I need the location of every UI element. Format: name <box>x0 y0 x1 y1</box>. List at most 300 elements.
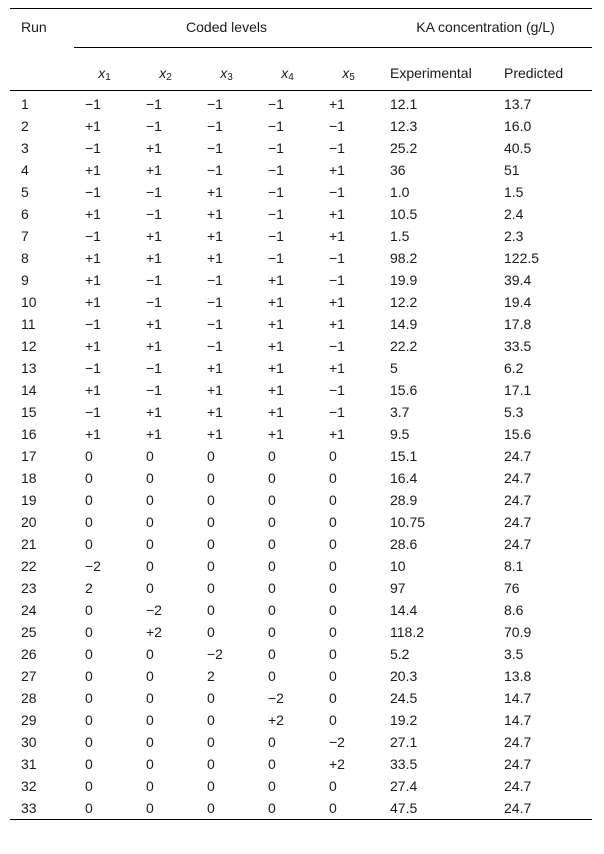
table-row <box>10 423 592 445</box>
table-row <box>10 115 592 137</box>
cell-run: 18 <box>21 470 37 486</box>
cell-x4: 0 <box>268 448 276 464</box>
cell-x5: +1 <box>329 162 345 178</box>
table-row <box>10 577 592 599</box>
cell-x1: +1 <box>85 426 101 442</box>
cell-x1: 0 <box>85 690 93 706</box>
cell-x4: 0 <box>268 668 276 684</box>
cell-x4: −1 <box>268 206 284 222</box>
table-row <box>10 621 592 643</box>
cell-predicted: 76 <box>504 580 520 596</box>
cell-experimental: 28.6 <box>390 536 418 552</box>
cell-predicted: 122.5 <box>504 250 540 266</box>
cell-experimental: 33.5 <box>390 756 418 772</box>
cell-experimental: 47.5 <box>390 800 418 816</box>
cell-predicted: 24.7 <box>504 756 532 772</box>
cell-run: 5 <box>21 184 29 200</box>
cell-x3: 0 <box>207 602 215 618</box>
cell-x4: −1 <box>268 118 284 134</box>
cell-x1: 0 <box>85 668 93 684</box>
cell-x2: 0 <box>146 800 154 816</box>
cell-x4: −1 <box>268 228 284 244</box>
table-body <box>10 91 592 820</box>
cell-run: 27 <box>21 668 37 684</box>
table-row <box>10 225 592 247</box>
cell-predicted: 16.0 <box>504 118 532 134</box>
cell-x1: +1 <box>85 272 101 288</box>
cell-x3: +1 <box>207 184 223 200</box>
cell-run: 8 <box>21 250 29 266</box>
cell-experimental: 25.2 <box>390 140 418 156</box>
cell-x4: −1 <box>268 96 284 112</box>
table-row <box>10 335 592 357</box>
cell-x5: −2 <box>329 734 345 750</box>
cell-run: 4 <box>21 162 29 178</box>
cell-run: 6 <box>21 206 29 222</box>
cell-run: 12 <box>21 338 37 354</box>
cell-experimental: 14.4 <box>390 602 418 618</box>
table-row <box>10 599 592 621</box>
cell-experimental: 5.2 <box>390 646 410 662</box>
cell-x5: +1 <box>329 206 345 222</box>
cell-x5: +1 <box>329 316 345 332</box>
cell-predicted: 24.7 <box>504 492 532 508</box>
cell-run: 28 <box>21 690 37 706</box>
table-row <box>10 291 592 313</box>
cell-experimental: 19.9 <box>390 272 418 288</box>
cell-experimental: 12.2 <box>390 294 418 310</box>
cell-x4: +1 <box>268 360 284 376</box>
cell-x1: +1 <box>85 382 101 398</box>
cell-predicted: 3.5 <box>504 646 524 662</box>
cell-x1: 2 <box>85 580 93 596</box>
cell-x2: −1 <box>146 96 162 112</box>
cell-x5: 0 <box>329 690 337 706</box>
cell-x3: −1 <box>207 294 223 310</box>
cell-x2: 0 <box>146 668 154 684</box>
cell-x4: +1 <box>268 272 284 288</box>
cell-x5: 0 <box>329 778 337 794</box>
cell-x5: −1 <box>329 118 345 134</box>
table-row <box>10 269 592 291</box>
cell-x3: 0 <box>207 756 215 772</box>
cell-x5: 0 <box>329 712 337 728</box>
cell-x3: −1 <box>207 316 223 332</box>
table-row <box>10 533 592 555</box>
cell-x5: +1 <box>329 228 345 244</box>
cell-x1: +1 <box>85 250 101 266</box>
cell-x5: 0 <box>329 514 337 530</box>
table-row <box>10 181 592 203</box>
cell-predicted: 33.5 <box>504 338 532 354</box>
cell-experimental: 98.2 <box>390 250 418 266</box>
cell-run: 31 <box>21 756 37 772</box>
table-row <box>10 247 592 269</box>
cell-predicted: 13.7 <box>504 96 532 112</box>
table-row <box>10 731 592 753</box>
cell-x4: 0 <box>268 734 276 750</box>
cell-x2: 0 <box>146 778 154 794</box>
cell-x4: −1 <box>268 184 284 200</box>
cell-x2: +1 <box>146 228 162 244</box>
cell-x5: +1 <box>329 96 345 112</box>
cell-x5: 0 <box>329 536 337 552</box>
table-row <box>10 797 592 820</box>
design-table <box>10 8 592 820</box>
cell-x3: −1 <box>207 338 223 354</box>
cell-x5: 0 <box>329 602 337 618</box>
cell-run: 7 <box>21 228 29 244</box>
x1-header: $x_1$ <box>98 65 111 83</box>
cell-predicted: 8.6 <box>504 602 524 618</box>
cell-experimental: 97 <box>390 580 406 596</box>
cell-x3: 0 <box>207 536 215 552</box>
cell-run: 19 <box>21 492 37 508</box>
cell-experimental: 36 <box>390 162 406 178</box>
cell-x3: −1 <box>207 162 223 178</box>
cell-x5: +1 <box>329 294 345 310</box>
cell-x4: 0 <box>268 602 276 618</box>
cell-x4: −1 <box>268 250 284 266</box>
cell-experimental: 10.75 <box>390 514 426 530</box>
table-row <box>10 313 592 335</box>
cell-run: 24 <box>21 602 37 618</box>
cell-x2: 0 <box>146 734 154 750</box>
cell-x4: 0 <box>268 514 276 530</box>
cell-x2: 0 <box>146 536 154 552</box>
cell-x3: −1 <box>207 96 223 112</box>
header-row-2 <box>10 56 592 91</box>
cell-x3: 0 <box>207 690 215 706</box>
cell-run: 23 <box>21 580 37 596</box>
cell-run: 32 <box>21 778 37 794</box>
coded-levels-header <box>74 9 379 57</box>
cell-x3: +1 <box>207 250 223 266</box>
cell-x1: 0 <box>85 536 93 552</box>
cell-x1: +1 <box>85 294 101 310</box>
cell-x5: 0 <box>329 646 337 662</box>
cell-x2: −2 <box>146 602 162 618</box>
cell-x3: 0 <box>207 778 215 794</box>
cell-x5: +1 <box>329 426 345 442</box>
cell-x3: −1 <box>207 272 223 288</box>
cell-predicted: 24.7 <box>504 448 532 464</box>
cell-x4: 0 <box>268 492 276 508</box>
cell-run: 16 <box>21 426 37 442</box>
cell-experimental: 15.1 <box>390 448 418 464</box>
table-row <box>10 709 592 731</box>
cell-run: 3 <box>21 140 29 156</box>
cell-experimental: 9.5 <box>390 426 410 442</box>
cell-x2: −1 <box>146 360 162 376</box>
cell-x1: +1 <box>85 338 101 354</box>
cell-x2: 0 <box>146 580 154 596</box>
cell-x1: 0 <box>85 470 93 486</box>
table-row <box>10 203 592 225</box>
ka-concentration-header <box>379 9 592 57</box>
cell-predicted: 17.8 <box>504 316 532 332</box>
x5-header: $x_5$ <box>342 65 355 83</box>
cell-x5: 0 <box>329 558 337 574</box>
cell-experimental: 12.1 <box>390 96 418 112</box>
cell-run: 29 <box>21 712 37 728</box>
cell-predicted: 17.1 <box>504 382 532 398</box>
cell-experimental: 10.5 <box>390 206 418 222</box>
cell-experimental: 27.4 <box>390 778 418 794</box>
table-row <box>10 159 592 181</box>
cell-x1: +1 <box>85 206 101 222</box>
coded-levels-label: Coded levels <box>186 19 267 35</box>
cell-x3: +1 <box>207 360 223 376</box>
cell-x5: −1 <box>329 272 345 288</box>
cell-x5: 0 <box>329 800 337 816</box>
cell-x1: 0 <box>85 778 93 794</box>
cell-x2: +1 <box>146 250 162 266</box>
cell-experimental: 15.6 <box>390 382 418 398</box>
cell-experimental: 118.2 <box>390 624 424 640</box>
cell-x4: +1 <box>268 426 284 442</box>
cell-predicted: 5.3 <box>504 404 524 420</box>
cell-run: 15 <box>21 404 37 420</box>
cell-predicted: 13.8 <box>504 668 532 684</box>
cell-x2: 0 <box>146 448 154 464</box>
predicted-header: Predicted <box>504 65 564 81</box>
cell-x4: 0 <box>268 624 276 640</box>
cell-x3: 2 <box>207 668 215 684</box>
cell-x3: 0 <box>207 734 215 750</box>
cell-predicted: 19.4 <box>504 294 532 310</box>
table-row <box>10 753 592 775</box>
cell-x2: 0 <box>146 514 154 530</box>
table-row <box>10 137 592 159</box>
cell-x2: +1 <box>146 338 162 354</box>
cell-x3: 0 <box>207 492 215 508</box>
cell-experimental: 16.4 <box>390 470 418 486</box>
cell-predicted: 2.4 <box>504 206 524 222</box>
table-row <box>10 357 592 379</box>
cell-x1: 0 <box>85 646 93 662</box>
cell-predicted: 6.2 <box>504 360 524 376</box>
cell-x1: −1 <box>85 404 101 420</box>
cell-x1: −1 <box>85 96 101 112</box>
cell-x2: +1 <box>146 162 162 178</box>
cell-x4: 0 <box>268 580 276 596</box>
cell-experimental: 1.5 <box>390 228 410 244</box>
cell-x3: +1 <box>207 382 223 398</box>
cell-experimental: 12.3 <box>390 118 418 134</box>
cell-run: 20 <box>21 514 37 530</box>
ka-concentration-rule <box>379 47 592 48</box>
cell-run: 22 <box>21 558 37 574</box>
cell-experimental: 24.5 <box>390 690 418 706</box>
cell-x4: 0 <box>268 800 276 816</box>
cell-x2: +1 <box>146 404 162 420</box>
cell-x2: 0 <box>146 756 154 772</box>
cell-x1: 0 <box>85 492 93 508</box>
cell-x2: +1 <box>146 140 162 156</box>
cell-x4: −1 <box>268 140 284 156</box>
table-row <box>10 555 592 577</box>
cell-x3: −2 <box>207 646 223 662</box>
cell-x3: +1 <box>207 206 223 222</box>
cell-x2: −1 <box>146 382 162 398</box>
table-row <box>10 687 592 709</box>
cell-x2: 0 <box>146 470 154 486</box>
table-row <box>10 379 592 401</box>
run-subheader <box>10 56 74 91</box>
cell-x5: −1 <box>329 338 345 354</box>
cell-run: 1 <box>21 96 29 112</box>
table-row <box>10 775 592 797</box>
cell-x3: 0 <box>207 514 215 530</box>
cell-x4: +1 <box>268 316 284 332</box>
cell-x5: 0 <box>329 624 337 640</box>
cell-run: 11 <box>21 316 36 332</box>
cell-x2: −1 <box>146 206 162 222</box>
cell-predicted: 2.3 <box>504 228 524 244</box>
cell-x5: −1 <box>329 250 345 266</box>
x4-header: $x_4$ <box>281 65 294 83</box>
header-row-1 <box>10 9 592 57</box>
cell-predicted: 8.1 <box>504 558 524 574</box>
cell-x1: +1 <box>85 162 101 178</box>
cell-x2: 0 <box>146 558 154 574</box>
cell-run: 10 <box>21 294 37 310</box>
cell-experimental: 19.2 <box>390 712 418 728</box>
cell-x4: 0 <box>268 558 276 574</box>
cell-x4: +1 <box>268 338 284 354</box>
cell-x2: −1 <box>146 272 162 288</box>
cell-predicted: 39.4 <box>504 272 532 288</box>
cell-x3: 0 <box>207 712 215 728</box>
coded-levels-rule <box>74 47 379 48</box>
cell-x1: 0 <box>85 800 93 816</box>
cell-x5: 0 <box>329 668 337 684</box>
cell-x5: +1 <box>329 360 345 376</box>
cell-x4: 0 <box>268 470 276 486</box>
cell-x1: −1 <box>85 316 101 332</box>
bottom-rule <box>10 820 592 821</box>
cell-x2: 0 <box>146 646 154 662</box>
cell-x3: −1 <box>207 118 223 134</box>
cell-x1: 0 <box>85 514 93 530</box>
cell-x3: 0 <box>207 624 215 640</box>
cell-predicted: 14.7 <box>504 690 532 706</box>
cell-predicted: 24.7 <box>504 778 532 794</box>
cell-predicted: 24.7 <box>504 470 532 486</box>
cell-experimental: 20.3 <box>390 668 418 684</box>
cell-x3: 0 <box>207 470 215 486</box>
cell-x4: 0 <box>268 646 276 662</box>
cell-x1: 0 <box>85 448 93 464</box>
cell-x5: −1 <box>329 382 345 398</box>
cell-run: 26 <box>21 646 37 662</box>
cell-run: 21 <box>21 536 37 552</box>
cell-x3: 0 <box>207 800 215 816</box>
cell-x1: 0 <box>85 712 93 728</box>
cell-experimental: 10 <box>390 558 406 574</box>
cell-x5: −1 <box>329 184 345 200</box>
cell-predicted: 24.7 <box>504 734 532 750</box>
table-row <box>10 401 592 423</box>
cell-x2: +1 <box>146 426 162 442</box>
cell-x2: +2 <box>146 624 162 640</box>
cell-experimental: 5 <box>390 360 398 376</box>
x3-header: $x_3$ <box>220 65 233 83</box>
cell-x1: −1 <box>85 184 101 200</box>
cell-x2: −1 <box>146 184 162 200</box>
cell-run: 14 <box>21 382 37 398</box>
table-row <box>10 643 592 665</box>
table-row <box>10 445 592 467</box>
cell-x1: 0 <box>85 624 93 640</box>
cell-x3: 0 <box>207 558 215 574</box>
cell-x1: 0 <box>85 734 93 750</box>
cell-x5: −1 <box>329 140 345 156</box>
run-header: Run <box>21 19 47 35</box>
cell-predicted: 24.7 <box>504 514 532 530</box>
experimental-header: Experimental <box>390 65 472 81</box>
x2-header: $x_2$ <box>159 65 172 83</box>
cell-x5: 0 <box>329 492 337 508</box>
cell-x4: 0 <box>268 778 276 794</box>
cell-x4: −1 <box>268 162 284 178</box>
cell-experimental: 14.9 <box>390 316 418 332</box>
ka-concentration-label: KA concentration (g/L) <box>416 19 555 35</box>
cell-experimental: 1.0 <box>390 184 410 200</box>
cell-predicted: 1.5 <box>504 184 524 200</box>
cell-x5: 0 <box>329 448 337 464</box>
cell-x3: +1 <box>207 228 223 244</box>
cell-x2: 0 <box>146 690 154 706</box>
cell-x5: −1 <box>329 404 345 420</box>
cell-run: 9 <box>21 272 29 288</box>
cell-x2: +1 <box>146 316 162 332</box>
cell-run: 13 <box>21 360 37 376</box>
cell-x3: 0 <box>207 448 215 464</box>
cell-x1: 0 <box>85 602 93 618</box>
table-row <box>10 511 592 533</box>
cell-x4: 0 <box>268 756 276 772</box>
cell-x5: 0 <box>329 470 337 486</box>
cell-x1: −2 <box>85 558 101 574</box>
cell-x3: −1 <box>207 140 223 156</box>
cell-x1: 0 <box>85 756 93 772</box>
cell-x4: −2 <box>268 690 284 706</box>
cell-x4: +1 <box>268 382 284 398</box>
cell-x3: +1 <box>207 426 223 442</box>
cell-predicted: 14.7 <box>504 712 532 728</box>
cell-x4: +1 <box>268 294 284 310</box>
cell-predicted: 51 <box>504 162 520 178</box>
cell-experimental: 27.1 <box>390 734 418 750</box>
cell-x4: 0 <box>268 536 276 552</box>
cell-run: 2 <box>21 118 29 134</box>
cell-x2: 0 <box>146 492 154 508</box>
cell-run: 17 <box>21 448 37 464</box>
cell-x3: 0 <box>207 580 215 596</box>
cell-x5: +2 <box>329 756 345 772</box>
table-row <box>10 91 592 116</box>
table-row <box>10 665 592 687</box>
cell-predicted: 70.9 <box>504 624 532 640</box>
table-row <box>10 489 592 511</box>
cell-experimental: 22.2 <box>390 338 418 354</box>
cell-run: 25 <box>21 624 37 640</box>
cell-x2: −1 <box>146 118 162 134</box>
cell-x4: +2 <box>268 712 284 728</box>
cell-x3: +1 <box>207 404 223 420</box>
